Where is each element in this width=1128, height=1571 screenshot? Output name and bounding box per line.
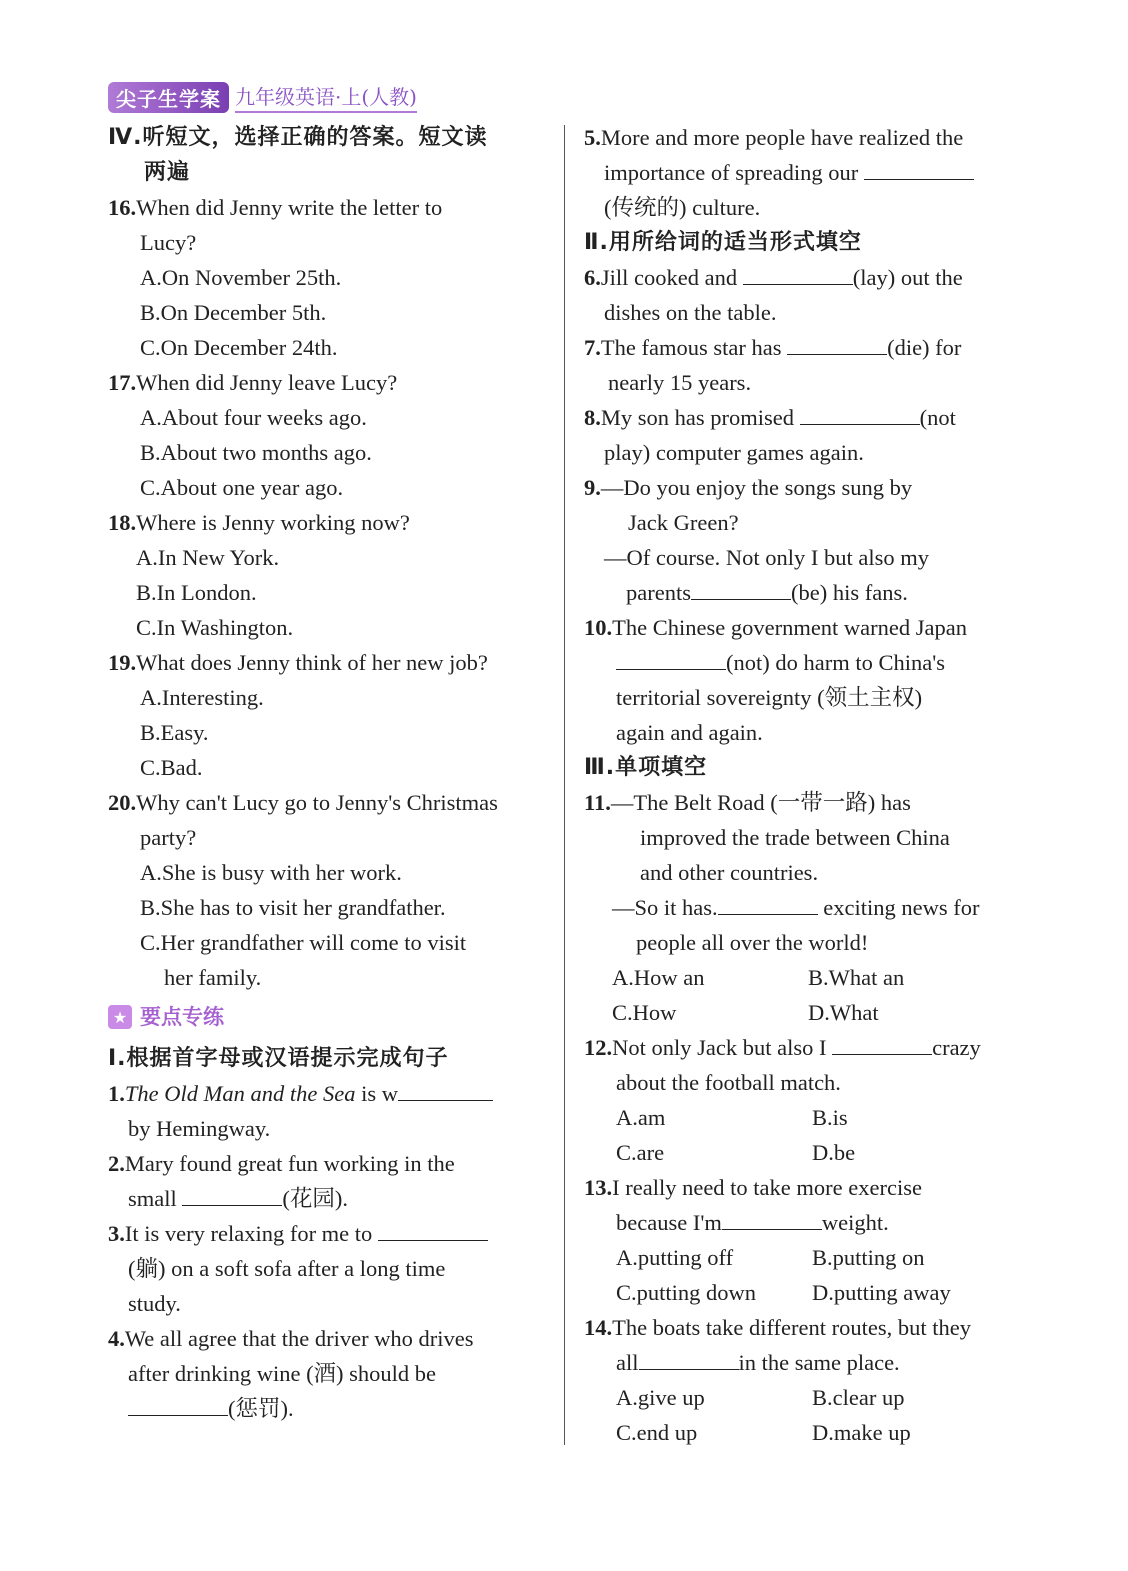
question-1: 1.The Old Man and the Sea is w by Hemingway.: [108, 1076, 546, 1146]
question-17: 17.When did Jenny leave Lucy?: [108, 370, 398, 395]
keypoint-label: 要点专练: [140, 1004, 224, 1029]
question-4: 4.We all agree that the driver who drives after drinking wine (酒) should be (惩罚).: [108, 1326, 474, 1421]
option-17a: A.About four weeks ago.: [140, 405, 367, 430]
option-16c: C.On December 24th.: [140, 335, 338, 360]
option-11a[interactable]: A.How an: [612, 965, 705, 990]
option-16b: B.On December 5th.: [140, 300, 327, 325]
option-18a: A.In New York.: [136, 545, 280, 570]
option-16a: A.On November 25th.: [140, 265, 342, 290]
question-6: 6.Jill cooked and (lay) out the dishes on the table.: [584, 260, 1022, 330]
answer-blank-4[interactable]: [128, 1393, 228, 1416]
section-1-title: Ⅰ.根据首字母或汉语提示完成句子: [108, 1046, 449, 1071]
option-13d[interactable]: D.putting away: [812, 1280, 951, 1305]
options-14: [584, 1380, 1022, 1415]
option-12b[interactable]: B.is: [812, 1105, 848, 1130]
question-13: 13.I really need to take more exercise because I'm weight.: [584, 1175, 922, 1235]
question-7: 7.The famous star has (die) for nearly 15 years.: [584, 330, 1022, 400]
option-11d[interactable]: D.What: [808, 1000, 879, 1025]
options-14-row2: [584, 1415, 1022, 1450]
answer-blank-7[interactable]: [787, 332, 887, 355]
option-13b[interactable]: B.putting on: [812, 1245, 925, 1270]
option-14b[interactable]: B.clear up: [812, 1385, 905, 1410]
left-column: [108, 120, 546, 1426]
options-12: [584, 1100, 1022, 1135]
options-13: [584, 1240, 1022, 1275]
option-20b: B.She has to visit her grandfather.: [140, 895, 446, 920]
option-19a: A.Interesting.: [140, 685, 264, 710]
question-5: 5.More and more people have realized the importance of spreading our (传统的) culture.: [584, 120, 1022, 225]
column-divider: [564, 125, 565, 1445]
question-11: 11.—The Belt Road (一带一路) has improved the trade between China and other countries. —So it has. exciting news for people all over the world!: [584, 790, 980, 955]
option-17c: C.About one year ago.: [140, 475, 344, 500]
answer-blank-10[interactable]: [616, 647, 726, 670]
page-header: [108, 82, 417, 112]
option-11b[interactable]: B.What an: [808, 965, 905, 990]
book-subtitle: 九年级英语·上(人教): [235, 81, 417, 113]
answer-blank-14[interactable]: [639, 1347, 739, 1370]
question-19: 19.What does Jenny think of her new job?: [108, 650, 488, 675]
answer-blank-9[interactable]: [691, 577, 791, 600]
option-14d[interactable]: D.make up: [812, 1420, 911, 1445]
question-16: 16.When did Jenny write the letter to Lucy?: [108, 195, 443, 255]
options-11-row2: [584, 995, 1022, 1030]
option-17b: B.About two months ago.: [140, 440, 372, 465]
option-14c[interactable]: C.end up: [616, 1420, 698, 1445]
option-13c[interactable]: C.putting down: [616, 1280, 757, 1305]
option-19c: C.Bad.: [140, 755, 203, 780]
right-column: [584, 120, 1022, 1450]
options-11: [584, 960, 1022, 995]
answer-blank-5[interactable]: [864, 157, 974, 180]
keypoint-banner: [108, 999, 546, 1035]
option-20c: C.Her grandfather will come to visit her family.: [140, 930, 467, 990]
answer-blank-8[interactable]: [800, 402, 920, 425]
option-11c[interactable]: C.How: [612, 1000, 677, 1025]
answer-blank-13[interactable]: [722, 1207, 822, 1230]
option-12d[interactable]: D.be: [812, 1140, 856, 1165]
options-12-row2: [584, 1135, 1022, 1170]
option-18c: C.In Washington.: [136, 615, 294, 640]
answer-blank-2[interactable]: [182, 1183, 282, 1206]
question-9: 9.—Do you enjoy the songs sung by Jack Green? —Of course. Not only I but also my parents (be) his fans.: [584, 475, 929, 605]
question-18: 18.Where is Jenny working now?: [108, 510, 410, 535]
option-14a[interactable]: A.give up: [616, 1385, 705, 1410]
question-2: 2.Mary found great fun working in the small (花园).: [108, 1151, 455, 1211]
option-19b: B.Easy.: [140, 720, 209, 745]
option-12a[interactable]: A.am: [616, 1105, 666, 1130]
answer-blank-6[interactable]: [743, 262, 853, 285]
question-20: 20.Why can't Lucy go to Jenny's Christmas party?: [108, 790, 498, 850]
option-20a: A.She is busy with her work.: [140, 860, 402, 885]
section-4-title: Ⅳ.听短文，选择正确的答案。短文读 两遍: [108, 125, 488, 185]
options-13-row2: [584, 1275, 1022, 1310]
question-10: 10.The Chinese government warned Japan (not) do harm to China's territorial sovereignty (领土主权) again and again.: [584, 615, 968, 745]
question-3: 3.It is very relaxing for me to (躺) on a soft sofa after a long time study.: [108, 1216, 546, 1321]
answer-blank-3[interactable]: [378, 1218, 488, 1241]
brand-label: 尖子生学案: [108, 82, 229, 113]
question-8: 8.My son has promised (not play) computer games again.: [584, 400, 1022, 470]
option-13a[interactable]: A.putting off: [616, 1245, 734, 1270]
section-3-title: Ⅲ.单项填空: [584, 755, 708, 780]
answer-blank-11[interactable]: [718, 892, 818, 915]
star-icon: ★: [108, 1005, 132, 1029]
option-12c[interactable]: C.are: [616, 1140, 665, 1165]
question-14: 14.The boats take different routes, but they all in the same place.: [584, 1315, 971, 1375]
answer-blank-1[interactable]: [398, 1078, 493, 1101]
answer-blank-12[interactable]: [832, 1032, 932, 1055]
option-18b: B.In London.: [136, 580, 257, 605]
section-2-title: Ⅱ.用所给词的适当形式填空: [584, 230, 862, 255]
question-12: 12.Not only Jack but also I crazy about the football match.: [584, 1030, 1022, 1100]
